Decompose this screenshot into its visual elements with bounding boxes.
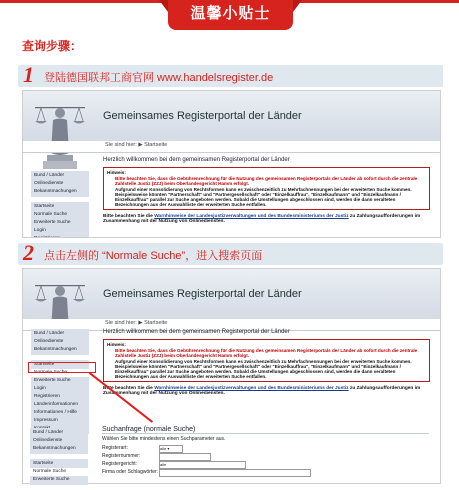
welcome-heading-2: Herzlich willkommen bei dem gemeinsamen Registerportal der Länder <box>103 329 290 335</box>
step-2-number: 2 <box>23 240 34 265</box>
hinweis-box-2 <box>103 339 430 382</box>
sidebar-item-normale-suche[interactable]: Normale Suche <box>34 212 68 217</box>
sidebar-item-erweiterte-suche[interactable]: Erweiterte Suche <box>34 220 71 225</box>
search-form <box>102 426 429 477</box>
portal-main-2 <box>103 329 430 396</box>
portal-screenshot-1 <box>22 90 441 238</box>
portal-sidebar <box>31 171 89 238</box>
sidebar-item-erweiterte-suche[interactable]: Erweiterte Suche <box>33 477 70 482</box>
portal-sidebar-2 <box>31 329 89 439</box>
normale-suche-highlight-box <box>28 362 96 373</box>
sidebar-item-startseite[interactable]: Startseite <box>34 362 55 367</box>
breadcrumb <box>23 141 440 153</box>
sidebar-group-top <box>31 171 89 197</box>
hinweis-red-text-2: Bitte beachten Sie, dass die Gebührenrechnung für die Nutzung des gemeinsamen Registerportals der Länder ab sofort durch die zentrale Zahlstelle Justiz (ZZJ) beim Oberlandesgericht Hamm erfolgt. <box>115 348 418 358</box>
hinweis-title-2: Hinweis: <box>107 342 126 347</box>
step-1-text: 登陆德国联邦工商官网 www.handelsregister.de <box>44 72 274 84</box>
sidebar-item-normale-suche[interactable]: Normale Suche <box>31 369 89 377</box>
sidebar-group-top-2 <box>31 329 89 355</box>
registergericht-label: Registergericht: <box>102 461 138 467</box>
sidebar-item-bekanntmachungen[interactable]: Bekanntmachungen <box>34 347 77 352</box>
sidebar-item-startseite[interactable]: Startseite <box>34 204 55 209</box>
sidebar-item-laenderinformationen[interactable]: Länderinformationen <box>34 402 79 407</box>
firma-input[interactable] <box>159 469 311 477</box>
warning-note-2: Bitte beachten Sie die Warnhinweise der Landesjustizverwaltungen und des Bundesministeriums der Justiz zu Zahlungsaufforderungen im Zusammenhang mit der Nutzung von Onlinediensten. <box>103 386 421 396</box>
step-1-bar <box>18 62 443 87</box>
portal-title: Gemeinsames Registerportal der Länder <box>103 110 302 122</box>
warnhinweise-link[interactable]: Warnhinweise der Landesjustizverwaltungen und des Bundesministeriums der Justiz <box>154 214 349 219</box>
warning-note: Bitte beachten Sie die Warnhinweise der Landesjustizverwaltungen und des Bundesministeriums der Justiz zu Zahlungsaufforderungen im Zusammenhang mit der Nutzung von Onlinediensten. <box>103 214 421 224</box>
registergericht-select[interactable]: alle <box>159 461 246 469</box>
sidebar-item-bekanntmachungen[interactable]: Bekanntmachungen <box>33 446 76 451</box>
sidebar-item-bund-laender[interactable]: Bund / Länder <box>33 430 64 435</box>
header-tab <box>168 0 293 30</box>
header-title: 温馨小贴士 <box>190 5 271 22</box>
sidebar-item-registrieren[interactable] <box>31 235 89 238</box>
registerart-label: Registerart: <box>102 445 128 451</box>
sidebar-item-impressum[interactable]: Impressum <box>34 418 58 423</box>
portal-main <box>103 157 430 224</box>
sidebar-item-onlinedienste[interactable]: Onlinedienste <box>33 438 63 443</box>
sidebar-item-registrieren[interactable]: Registrieren <box>34 394 60 399</box>
breadcrumb-text-2: Sie sind hier: ▶ Startseite <box>105 320 168 326</box>
search-form-title: Suchanfrage (normale Suche) <box>102 426 429 434</box>
registerart-select[interactable]: alle ▾ <box>159 445 183 453</box>
registernummer-label: Registernummer: <box>102 453 141 459</box>
sidebar-item-login[interactable]: Login <box>34 386 46 391</box>
sidebar-item-startseite[interactable]: Startseite <box>33 461 54 466</box>
step-2-bar <box>18 240 443 265</box>
portal-title-2: Gemeinsames Registerportal der Länder <box>103 288 302 300</box>
hinweis-red-text: Bitte beachten Sie, dass die Gebührenrechnung für die Nutzung des gemeinsamen Registerportals der Länder ab sofort durch die zentrale Zahlstelle Justiz (ZZJ) beim Oberlandesgericht Hamm erfolgt. <box>115 176 418 186</box>
step-1-number: 1 <box>23 62 34 87</box>
breadcrumb-text: Sie sind hier: ▶ Startseite <box>105 142 168 148</box>
sidebar-item-bund-laender[interactable]: Bund / Länder <box>34 331 65 336</box>
search-sidebar-group-bottom <box>30 459 88 485</box>
warnhinweise-link-2[interactable]: Warnhinweise der Landesjustizverwaltungen und des Bundesministeriums der Justiz <box>154 386 349 391</box>
sidebar-group-bottom <box>31 202 89 238</box>
hinweis-body-text-2: Aufgrund einer Konsolidierung von Rechtsformen kann es zwischenzeitlich zu Mehrfachnennungen bei der erweiterten Suche kommen. Beispielsweise könnten "Partnerschaft" und "Partnergesellschaft" oder "Einzelkauffrau", "Einzelkaufmann" und "Einzelkaufmann / Einzelkauffrau" parallel zur Suche angeboten werden. Sobald die Umstellungen abgeschlossen sind, werden die dann veralteten Bezeichnungen aus der Auswahlliste der erweiterten Suche entfallen. <box>115 359 412 379</box>
sidebar-item-bund-laender[interactable]: Bund / Länder <box>34 173 65 178</box>
query-steps-title: 查询步骤： <box>22 39 83 53</box>
form-row-registerart <box>102 445 429 453</box>
sidebar-item-informationen-hilfe[interactable]: Informationen / Hilfe <box>34 410 77 415</box>
hinweis-title: Hinweis: <box>107 170 126 175</box>
form-row-registergericht <box>102 461 429 469</box>
form-row-registernummer <box>102 453 429 461</box>
welcome-heading: Herzlich willkommen bei dem gemeinsamen Registerportal der Länder <box>103 157 290 163</box>
sidebar-item-erweiterte-suche[interactable]: Erweiterte Suche <box>34 378 71 383</box>
search-form-subtitle: Wählen Sie bitte mindestens einen Suchparameter aus. <box>102 436 226 442</box>
registernummer-input[interactable] <box>159 453 211 461</box>
sidebar-item-login[interactable]: Login <box>34 228 46 233</box>
search-sidebar <box>30 428 88 490</box>
sidebar-item-normale-suche[interactable]: Normale Suche <box>30 468 88 476</box>
sidebar-item-onlinedienste[interactable]: Onlinedienste <box>34 339 64 344</box>
search-sidebar-group-top <box>30 428 88 454</box>
hinweis-box <box>103 167 430 210</box>
step-2-text: 点击左侧的 “Normale Suche”，进入搜索页面 <box>44 250 263 262</box>
sidebar-item-onlinedienste[interactable]: Onlinedienste <box>34 181 64 186</box>
hinweis-body-text: Aufgrund einer Konsolidierung von Rechtsformen kann es zwischenzeitlich zu Mehrfachnennungen bei der erweiterten Suche kommen. Beispielsweise könnten "Partnerschaft" und "Partnergesellschaft" oder "Einzelkauffrau", "Einzelkaufmann" und "Einzelkaufmann / Einzelkauffrau" parallel zur Suche angeboten werden. Sobald die Umstellungen abgeschlossen sind, werden die dann veralteten Bezeichnungen aus der Auswahlliste der erweiterten Suche entfallen. <box>115 187 412 207</box>
form-row-firma <box>102 469 429 477</box>
firma-label: Firma oder Schlagwörter: <box>102 469 159 475</box>
justitia-statue-icon <box>31 93 89 171</box>
sidebar-item-bekanntmachungen[interactable]: Bekanntmachungen <box>34 189 77 194</box>
